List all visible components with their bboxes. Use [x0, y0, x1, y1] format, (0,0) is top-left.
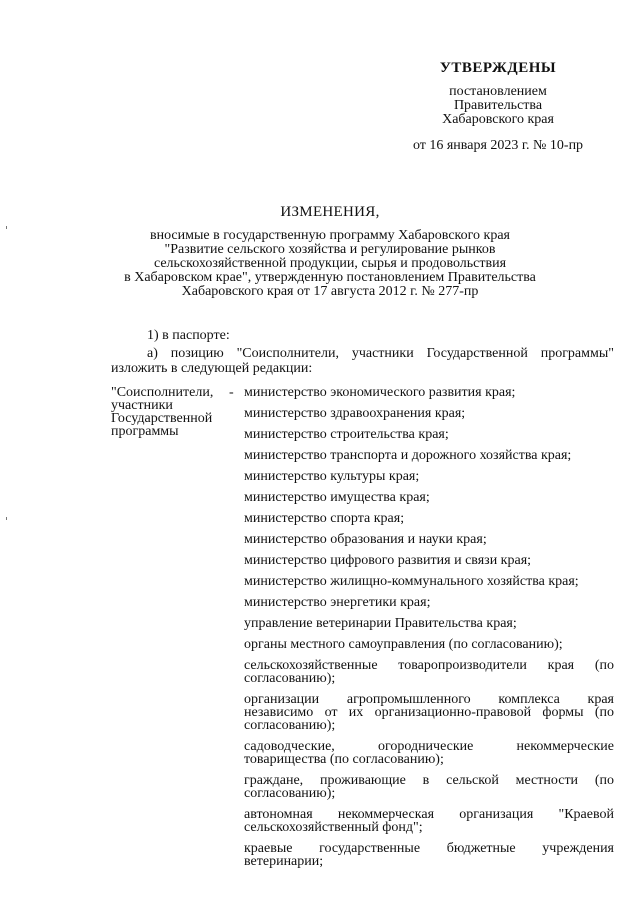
approval-date: от 16 января 2023 г. № 10-пр: [412, 138, 584, 153]
list-item: краевые государственные бюджетные учреждения ветеринарии;: [244, 841, 614, 869]
title-line-2: "Развитие сельского хозяйства и регулирование рынков: [164, 242, 496, 257]
list-item: органы местного самоуправления (по согласованию);: [244, 637, 563, 652]
document-title-block: [80, 204, 580, 299]
title-line-1: вносимые в государственную программу Хабаровского края: [149, 228, 510, 243]
instruction-paragraph: а) позицию "Соисполнители, участники Государственной программы" изложить в следующей редакции:: [111, 346, 614, 376]
list-item: министерство образования и науки края;: [244, 532, 487, 547]
label-dash: -: [229, 385, 234, 400]
list-item: управление ветеринарии Правительства края;: [244, 616, 517, 631]
scan-mark-top: [6, 226, 7, 229]
approval-line-2: Правительства: [453, 98, 543, 113]
list-item: министерство жилищно-коммунального хозяйства края;: [244, 574, 579, 589]
list-item: министерство здравоохранения края;: [244, 406, 466, 421]
title-line-5: Хабаровского края от 17 августа 2012 г. № 277-пр: [181, 284, 479, 299]
scan-mark-bottom: [6, 517, 7, 520]
list-item: министерство транспорта и дорожного хозяйства края;: [244, 448, 572, 463]
approval-line-1: постановлением: [449, 84, 547, 99]
list-item: министерство экономического развития края;: [244, 385, 516, 400]
list-item: организации агропромышленного комплекса края независимо от их организационно-правовой формы (по согласованию);: [244, 692, 614, 733]
title-line-4: в Хабаровском крае", утвержденную постановлением Правительства: [124, 270, 536, 285]
item-number: 1) в паспорте:: [147, 328, 230, 343]
approval-block: [380, 60, 616, 153]
list-item: министерство строительства края;: [244, 427, 449, 442]
list-item: министерство имущества края;: [244, 490, 430, 505]
list-item: министерство культуры края;: [244, 469, 420, 484]
approval-heading: УТВЕРЖДЕНЫ: [439, 60, 557, 76]
list-item: министерство спорта края;: [244, 511, 405, 526]
document-title: ИЗМЕНЕНИЯ,: [280, 204, 380, 220]
list-item: граждане, проживающие в сельской местности (по согласованию);: [244, 773, 614, 801]
approval-line-3: Хабаровского края: [442, 112, 554, 127]
list-item: сельскохозяйственные товаропроизводители края (по согласованию);: [244, 658, 614, 686]
title-line-3: сельскохозяйственной продукции, сырья и продовольствия: [153, 256, 507, 271]
participants-list: [244, 386, 614, 876]
list-item: автономная некоммерческая организация "Краевой сельскохозяйственный фонд";: [244, 807, 614, 835]
position-label: "Соисполнители, участники Государственной программы: [111, 385, 214, 439]
list-item: министерство энергетики края;: [244, 595, 431, 610]
list-item: министерство цифрового развития и связи края;: [244, 553, 532, 568]
list-item: садоводческие, огороднические некоммерческие товарищества (по согласованию);: [244, 739, 614, 767]
